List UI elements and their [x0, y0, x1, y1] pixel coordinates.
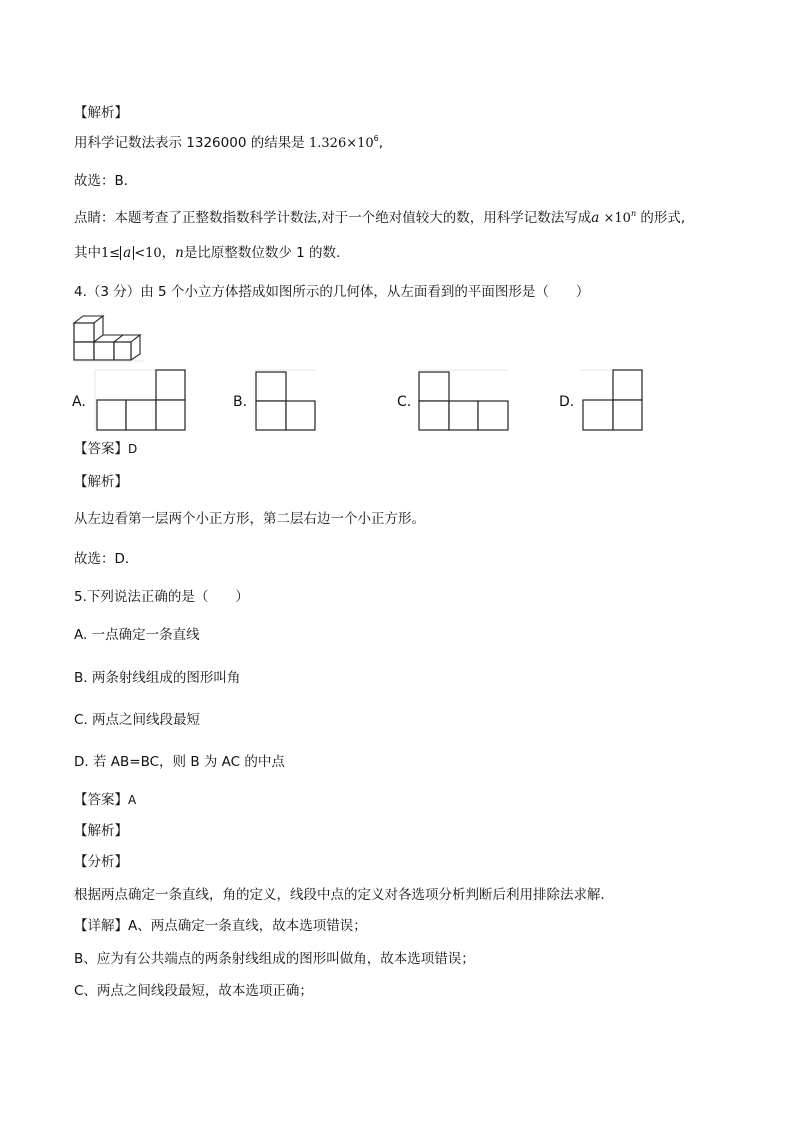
cube-front-3 — [114, 342, 131, 360]
detail-line-c: C、两点之间线段最短，故本选项正确； — [74, 983, 313, 999]
option-b-label[interactable]: B. — [233, 394, 248, 410]
explanation-4: 从左边看第一层两个小正方形，第二层右边一个小正方形。 — [74, 511, 425, 527]
answer-4 — [74, 440, 137, 458]
range-line — [74, 244, 340, 263]
note-times: ×10 — [599, 211, 631, 226]
question-4-stem: 4.（3 分）由 5 个小立方体搭成如图所示的几何体，从左面看到的平面图形是（ ） — [74, 284, 590, 300]
option-c-figure[interactable] — [417, 369, 511, 433]
square — [97, 400, 126, 430]
detail-text: A、两点确定一条直线，故本选项错误； — [128, 918, 367, 934]
sci-mantissa: 1.326×10 — [309, 136, 374, 151]
option-c-label[interactable]: C. — [397, 394, 412, 410]
option-a-label[interactable]: A. — [72, 394, 86, 410]
analysis-heading-5: 【解析】 — [74, 823, 128, 839]
square — [419, 372, 449, 401]
note-suffix: 的形式, — [636, 210, 686, 226]
cube-stack-figure — [72, 313, 144, 361]
square — [583, 400, 613, 430]
question-5-stem: 5.下列说法正确的是（ ） — [74, 589, 249, 605]
range-prefix: 其中 — [74, 245, 101, 261]
sci-intro-text: 用科学记数法表示 1326000 的结果是 — [74, 135, 309, 151]
square — [156, 370, 185, 400]
answer-5 — [74, 791, 136, 809]
square — [613, 370, 642, 400]
detail-line-a — [74, 917, 367, 935]
range-right: <10 — [134, 246, 162, 261]
note-a: a — [591, 210, 600, 226]
q5-option-d[interactable]: D. 若 AB=BC，则 B 为 AC 的中点 — [74, 754, 285, 770]
detail-prefix: 【详解】 — [74, 918, 128, 934]
range-left: 1≤ — [101, 246, 121, 261]
square — [613, 400, 642, 430]
range-suffix: ， — [161, 245, 176, 261]
square — [256, 401, 286, 430]
fenxi-heading: 【分析】 — [74, 854, 128, 870]
range-abs-a: a — [120, 246, 134, 260]
note-line — [74, 209, 685, 228]
note-prefix: 点睛：本题考查了正整数指数科学计数法,对于一个绝对值较大的数，用科学记数法写成 — [74, 210, 592, 226]
cube-front-2 — [94, 342, 114, 360]
sci-end: , — [378, 135, 384, 151]
square — [449, 401, 478, 430]
cube-front-face-top — [74, 323, 94, 342]
square — [126, 400, 156, 430]
fenxi-text: 根据两点确定一条直线，角的定义，线段中点的定义对各选项分析判断后利用排除法求解． — [74, 887, 614, 903]
answer-value: A — [128, 793, 137, 807]
analysis-heading-1: 【解析】 — [74, 105, 128, 121]
option-d-figure[interactable] — [580, 369, 646, 433]
option-d-label[interactable]: D. — [559, 394, 575, 410]
square — [478, 401, 508, 430]
answer-heading: 【答案】 — [74, 792, 128, 808]
range-n: n — [175, 245, 184, 261]
cube-front-1 — [74, 342, 94, 360]
square — [156, 400, 185, 430]
choice-4: 故选：D． — [74, 551, 139, 567]
option-a-figure[interactable] — [94, 369, 188, 433]
sci-exponent: 6 — [373, 134, 379, 143]
option-b-figure[interactable] — [254, 369, 318, 433]
square — [256, 372, 286, 401]
answer-value: D — [128, 442, 138, 456]
answer-heading: 【答案】 — [74, 441, 128, 457]
square — [286, 401, 315, 430]
q5-option-a[interactable]: A. 一点确定一条直线 — [74, 627, 200, 643]
analysis-heading-4: 【解析】 — [74, 474, 128, 490]
q5-option-c[interactable]: C. 两点之间线段最短 — [74, 712, 201, 728]
sci-notation-result — [74, 134, 383, 153]
note-n: n — [630, 209, 637, 218]
choice-1: 故选：B． — [74, 173, 138, 189]
detail-line-b: B、应为有公共端点的两条射线组成的图形叫做角，故本选项错误； — [74, 951, 475, 967]
range-tail: 是比原整数位数少 1 的数. — [183, 245, 341, 261]
square — [419, 401, 449, 430]
q5-option-b[interactable]: B. 两条射线组成的图形叫角 — [74, 670, 241, 686]
